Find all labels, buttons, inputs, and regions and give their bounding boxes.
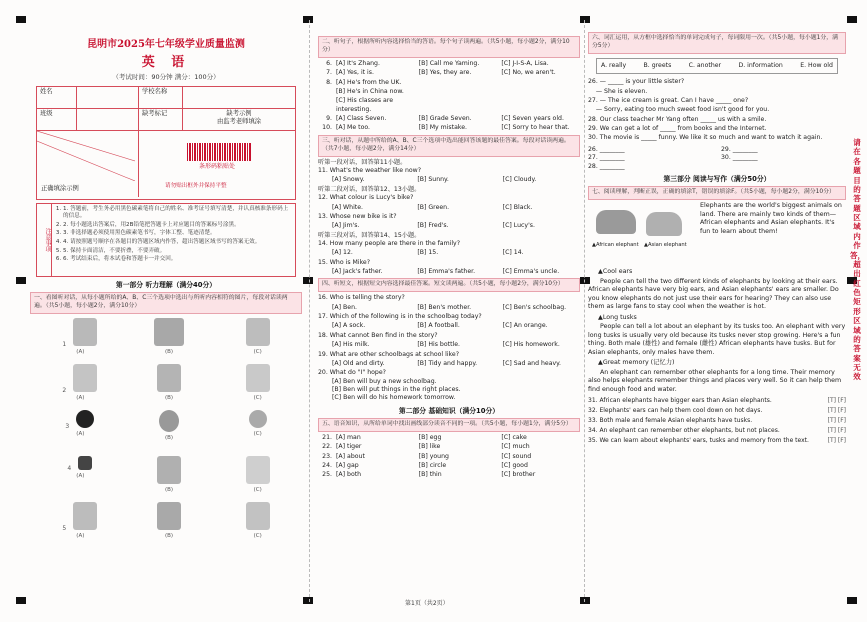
option-b[interactable]: [B] like (418, 443, 441, 451)
picture-option[interactable] (125, 502, 214, 542)
answer-option[interactable]: [C] Black. (502, 203, 533, 211)
question-number: 5 (62, 524, 67, 532)
option-label: (C) (253, 487, 262, 494)
exam-subject: 英 语 (141, 54, 191, 70)
option-b[interactable] (419, 79, 498, 87)
answer-option[interactable]: [B] Emma's father. (417, 268, 476, 276)
option-label: (A) (76, 473, 85, 480)
question-number: 24. (322, 461, 332, 469)
question-number: 25. (322, 471, 332, 479)
alignment-marker (847, 16, 857, 23)
section6-text: 六、词汇运用，从方框中选择恰当的单词完成句子，每词限用一次。（共5小题，每小题1分，满分5分） (592, 35, 839, 49)
tf-row (588, 407, 846, 415)
answer-number: 29. (721, 145, 731, 153)
tf-row (588, 437, 846, 445)
question-text: 19. What are other schoolbags at school like? (318, 350, 460, 358)
class-label: 班级 (37, 109, 77, 131)
note-item: 3. 3. 非选择题必须使用黑色碳素笔书写，字体工整、笔迹清楚。 (63, 230, 291, 238)
answer-option[interactable]: [A] Jim's. (332, 222, 360, 230)
option-row (318, 124, 580, 132)
section7-instructions (588, 186, 846, 200)
option-label: (B) (164, 395, 174, 402)
column-1 (30, 0, 302, 610)
option-b[interactable]: [B] thin (418, 471, 442, 479)
african-elephant-image (596, 210, 636, 234)
tf-statement: 31. African elephants have bigger ears than Asian elephants. (588, 397, 772, 405)
answer-option[interactable]: [C] His homework. (502, 341, 560, 349)
picture-option[interactable] (125, 318, 214, 358)
absent-note-line-1: 缺考示例 (226, 109, 252, 117)
option-c[interactable] (501, 88, 580, 96)
option-a[interactable]: [A] tiger (336, 443, 362, 451)
question-number: 6. (326, 59, 332, 67)
option-a[interactable]: [A] man (336, 433, 361, 441)
question-number: 2 (62, 386, 67, 394)
tf-statement: 34. An elephant can remember other elephants, but not places. (588, 427, 780, 435)
fill-example: 正确填涂示例 (41, 185, 79, 193)
answer-line[interactable]: 26. ________ (588, 145, 625, 153)
answer-option[interactable]: [A] A sock. (332, 322, 366, 330)
answer-number: 30. (721, 154, 731, 162)
answer-option[interactable]: [A] His milk. (332, 341, 370, 349)
absent-mark-label: 缺考标记 (139, 109, 183, 131)
part1-heading: 第一部分 听力理解（满分40分） (115, 280, 217, 289)
option-a[interactable]: [A] He's from the UK. (336, 78, 402, 86)
picture-option[interactable] (213, 318, 302, 358)
tf-row (588, 427, 846, 435)
note-item: 6. 6. 考试结束后，将本试卷和答题卡一并交回。 (63, 256, 291, 264)
picture-option[interactable] (36, 502, 125, 542)
part2-heading: 第二部分 基础知识（满分10分） (398, 406, 500, 415)
name-field[interactable] (77, 87, 139, 109)
tf-statement: 35. We can learn about elephants' ears, tusks and memory from the text. (588, 437, 809, 445)
option-row (318, 304, 580, 312)
question-text: 15. Who is Mike? (318, 258, 371, 266)
option-a[interactable]: [A] gap (336, 461, 359, 469)
option-row (318, 360, 580, 368)
option-b[interactable]: [B] young (418, 452, 449, 460)
alignment-marker (16, 16, 26, 23)
section3-dialogs (318, 159, 580, 277)
option-label: (A) (76, 349, 85, 356)
option-b[interactable]: [B] egg (418, 433, 442, 441)
phonics-row (318, 443, 580, 451)
option-b[interactable]: [B] circle (418, 461, 447, 469)
section1-text: 一、看图听对话，从每小题所给的A、B、C三个选项中选出与所听内容相符的图片，每段对话读两遍。（共5小题，每小题2分，满分10分） (34, 294, 288, 309)
fill-item: 28. Our class teacher Mr Yang often _____ us with a smile. (588, 115, 767, 123)
section4-instructions (318, 278, 580, 292)
answer-number: 28. (588, 162, 598, 170)
section4-questions (318, 294, 580, 368)
question-number: 4 (67, 464, 72, 472)
option-label: (A) (76, 533, 85, 540)
option-a[interactable]: [A] Class Seven. (336, 115, 387, 123)
paragraph: People can tell the two different kinds of elephants by looking at their ears. African elephants have very big ears, and Asian elephants' ears are smaller. Do you know elephants do not just use their ears for hearing? They can also use them as large fans to stay cool when the weather is hot. (588, 277, 839, 311)
option-row (318, 249, 580, 257)
option-c[interactable]: [C] Sorry to hear that. (501, 124, 570, 132)
side-warning: 请在各题目的答题区域内作答，超出红色矩形区域的答案无效 (850, 138, 865, 382)
section2-instructions (318, 36, 580, 58)
question-text: 14. How many people are there in the family? (318, 239, 461, 247)
phonics-row (318, 471, 580, 479)
option-c[interactable]: [C] much (501, 443, 530, 451)
option-a[interactable]: [A] It's Zhang. (336, 59, 380, 67)
part3-heading: 第三部分 阅读与写作（满分50分） (663, 174, 771, 183)
option-row (318, 204, 580, 212)
option-c[interactable]: [C] J-I-S-A, Lisa. (501, 59, 549, 67)
exam-title: 昆明市2025年七年级学业质量监测 (87, 39, 245, 50)
question-number: 21. (322, 433, 332, 441)
option-label: (B) (164, 487, 174, 494)
option-a[interactable]: [A] Yes, it is. (336, 69, 374, 77)
option-row (318, 115, 580, 123)
answer-number: 26. (588, 145, 598, 153)
school-label: 学校名称 (139, 87, 183, 109)
answer-option[interactable]: [A] 12. (332, 249, 353, 257)
paragraph: An elephant can remember other elephants for a long time. Their memory also helps elephants remember things and places very well. So it can help them find enough food and water. (588, 368, 842, 393)
answer-option[interactable]: [C] An orange. (502, 322, 548, 330)
answer-option[interactable]: [C] Emma's uncle. (502, 268, 560, 276)
dialog-label: 听第一段对话，回答第11小题。 (318, 158, 407, 166)
tf-row (588, 417, 846, 425)
option-b[interactable]: [B] Grade Seven. (418, 115, 472, 123)
dialog-label: 听第三段对话，回答第14、15小题。 (318, 231, 421, 239)
q20-option[interactable]: [C] Ben will do his homework tomorrow. (332, 394, 456, 402)
section1-instructions (30, 292, 302, 314)
answer-option[interactable]: [B] 15. (417, 249, 439, 257)
subheading-cool-ears: ▲Cool ears (598, 268, 633, 276)
picture-option[interactable] (213, 502, 302, 542)
fill-in-items (588, 78, 846, 143)
option-label: (C) (253, 533, 262, 540)
reading-passage (588, 268, 846, 394)
fill-item: 30. The movie is _____ funny. We like it so much and want to watch it again. (588, 134, 823, 142)
option-label: (B) (164, 349, 174, 356)
answer-line[interactable]: 27. ________ (588, 154, 625, 162)
section6-instructions (588, 32, 846, 54)
question-number: 23. (322, 452, 332, 460)
section3-instructions (318, 135, 580, 157)
subheading-great-memory: ▲Great memory (记忆力) (598, 359, 675, 367)
tf-choice-box[interactable]: [T] [F] (827, 427, 846, 435)
section4-text: 四、听短文，根据短文内容选择最佳答案。短文读两遍。（共5小题，每小题2分，满分10分） (322, 281, 564, 288)
word-bank (596, 58, 838, 74)
option-row (318, 268, 580, 276)
answer-option[interactable]: [C] 14. (502, 249, 524, 257)
note-item: 1. 1. 答题前，考生务必用黑色碳素笔将自己的姓名、准考证号填写清楚，并认真核准条形码上的信息。 (63, 206, 291, 221)
answer-option[interactable]: [C] Cloudy. (502, 176, 537, 184)
reading-intro (588, 202, 846, 266)
option-row (318, 97, 580, 114)
answer-option[interactable]: [B] Sunny. (417, 176, 449, 184)
answer-option[interactable]: [A] White. (332, 203, 363, 211)
picture-option[interactable] (36, 318, 125, 358)
column-3 (588, 0, 846, 610)
fill-item: — Sorry, eating too much sweet food isn't good for you. (588, 106, 770, 114)
option-b[interactable] (419, 97, 498, 114)
column-2 (318, 0, 580, 610)
picture-option[interactable] (36, 410, 125, 450)
phonics-row (318, 434, 580, 442)
picture-option[interactable] (125, 456, 214, 496)
section2-options (318, 60, 580, 133)
option-label: (C) (253, 395, 262, 402)
answer-option[interactable]: [B] Ben's mother. (417, 303, 472, 311)
option-a[interactable]: [A] about (336, 452, 365, 460)
answer-option[interactable]: [A] Ben. (332, 303, 357, 311)
answer-option[interactable]: [C] Lucy's. (502, 222, 535, 230)
alignment-marker (303, 597, 313, 604)
student-info-form (36, 86, 296, 200)
exam-info: （考试时间：90分钟 满分：100分） (112, 73, 220, 82)
q20-option[interactable]: [B] Ben will put things in the right places. (332, 385, 461, 393)
alignment-marker (303, 277, 313, 284)
option-row (318, 60, 580, 68)
section2-text: 二、听句子，根据所听内容选择恰当的答语。每个句子读两遍。（共5小题，每小题2分，满分10分） (322, 39, 570, 53)
answer-number: 27. (588, 154, 598, 162)
option-c[interactable] (501, 97, 580, 114)
option-row (318, 341, 580, 349)
option-a[interactable]: [B] He's in China now. (336, 88, 404, 96)
option-row (318, 69, 580, 77)
picture-option[interactable] (36, 456, 125, 496)
question-number: 10. (322, 124, 332, 132)
elephant-label: ▲African elephant (592, 242, 639, 249)
name-label: 姓名 (37, 87, 77, 109)
answer-lines (588, 146, 846, 171)
option-c[interactable]: [C] cake (501, 433, 527, 441)
absent-note-line-2: 由监考老师填涂 (216, 118, 262, 126)
fill-item: 27. — The ice cream is great. Can I have _____ one? (588, 97, 749, 105)
question-text: 13. Whose new bike is it? (318, 212, 397, 220)
fill-item: — She is eleven. (588, 87, 648, 95)
option-row (318, 222, 580, 230)
picture-option[interactable] (213, 364, 302, 404)
question-text: 17. Which of the following is in the schoolbag today? (318, 313, 482, 321)
paragraph: People can tell a lot about an elephant by its tusks too. An elephant with very long tusks is usually very old because its tusks never stop growing. Here's a fun thing. Both male (雄性) and female (雌性) African elephants have tusks. But for Asian elephants, only males have them. (588, 323, 846, 356)
phonics-row (318, 462, 580, 470)
option-a[interactable]: [A] both (336, 471, 362, 479)
option-c[interactable]: [C] good (501, 461, 528, 469)
picture-option[interactable] (213, 410, 302, 450)
phonics-row (318, 453, 580, 461)
barcode-label: 条形码粘贴处 (199, 162, 236, 170)
answer-line[interactable]: 28. ________ (588, 162, 625, 170)
picture-option[interactable] (125, 364, 214, 404)
alignment-marker (847, 597, 857, 604)
option-label: (C) (253, 349, 262, 356)
question-text: 18. What cannot Ben find in the story? (318, 331, 438, 339)
tf-row (588, 397, 846, 405)
diagonal-area (37, 131, 139, 197)
alignment-marker (16, 277, 26, 284)
option-label: (A) (76, 431, 85, 438)
option-row (318, 79, 580, 87)
answer-option[interactable]: [B] Tidy and happy. (417, 359, 478, 367)
alignment-marker (303, 16, 313, 23)
option-c[interactable]: [C] sound (501, 452, 532, 460)
word-option: A. really (601, 61, 627, 69)
diagonal-lines (37, 131, 135, 181)
dialog-label: 听第二段对话，回答第12、13小题。 (318, 185, 421, 193)
answer-option[interactable]: [B] Fred's. (417, 222, 449, 230)
tf-choice-box[interactable]: [T] [F] (827, 437, 846, 445)
answer-option[interactable]: [A] Snowy. (332, 176, 365, 184)
exam-notes (36, 203, 296, 277)
class-field[interactable] (77, 109, 139, 131)
question-number: 9. (326, 115, 332, 123)
question-number: 3 (65, 422, 70, 430)
answer-option[interactable]: [A] Jack's father. (332, 268, 383, 276)
question-number: 8. (326, 78, 332, 86)
tf-statement: 33. Both male and female Asian elephants have tusks. (588, 417, 753, 425)
option-row (318, 322, 580, 330)
option-label: (B) (164, 435, 174, 442)
elephant-label: ▲Asian elephant (644, 242, 687, 249)
word-option: D. information (738, 61, 783, 69)
answer-option[interactable]: [B] His bottle. (417, 341, 460, 349)
question-number: 1 (62, 340, 67, 348)
tf-choice-box[interactable]: [T] [F] (827, 417, 846, 425)
question-number (318, 97, 332, 114)
notes-list (37, 204, 295, 264)
q20-option[interactable]: [A] Ben will buy a new schoolbag. (332, 377, 437, 385)
barcode-graphic (187, 143, 251, 161)
picture-options-grid (36, 318, 302, 542)
option-row (318, 88, 580, 96)
option-c[interactable]: [C] brother (501, 471, 536, 479)
answer-option[interactable]: [B] Green. (417, 203, 450, 211)
option-a[interactable]: [C] His classes are interesting. (336, 97, 394, 113)
true-false-items (588, 397, 846, 445)
question-number (318, 88, 332, 96)
note-item: 2. 2. 每小题选出答案后，用2B铅笔把答题卡上对应题目的答案标号涂黑。 (63, 222, 291, 230)
question-text: 11. What's the weather like now? (318, 167, 422, 175)
section5-instructions (318, 418, 580, 432)
phonics-options (318, 434, 580, 480)
note-item: 4. 4. 请按照题号顺序在各题目的答题区域内作答，超出答题区域书写的答案无效。 (63, 239, 291, 247)
notes-side-label: 注意事项 (37, 204, 52, 276)
answer-option[interactable]: [B] A football. (417, 322, 460, 330)
fill-item: 29. We can get a lot of _____ from books and the Internet. (588, 125, 767, 133)
question-text: 12. What colour is Lucy's bike? (318, 194, 414, 202)
alignment-marker (16, 597, 26, 604)
tf-statement: 32. Elephants' ears can help them cool down on hot days. (588, 407, 763, 415)
option-c[interactable]: [C] Seven years old. (501, 115, 564, 123)
section5-text: 五、语音知识，从所给单词中找出画线部分读音不同的一项。（共5小题，每小题1分，满分5分） (322, 420, 572, 427)
subheading-long-tusks: ▲Long tusks (598, 313, 637, 321)
answer-option[interactable]: [A] Old and dirty. (332, 359, 385, 367)
absent-note (183, 109, 295, 131)
intro-text: Elephants are the world's biggest animals on land. There are mainly two kinds of them— African elephants and Asian elephants. It's fun to learn about them! (700, 202, 842, 235)
answer-line[interactable]: 30. ________ (721, 154, 758, 162)
word-option: B. greets (643, 61, 672, 69)
answer-option[interactable]: [C] Sad and heavy. (502, 359, 561, 367)
question-number: 22. (322, 443, 332, 451)
option-label: (A) (76, 395, 85, 402)
tf-choice-box[interactable]: [T] [F] (827, 407, 846, 415)
section3-text: 三、听对话，从题中所给的A、B、C三个选项中选出能回答该题的最佳答案。每段对话读两遍。（共7小题，每小题2分，满分14分） (322, 137, 570, 152)
option-label: (C) (253, 431, 262, 438)
question-number: 7. (326, 69, 332, 77)
word-option: C. another (688, 61, 722, 69)
option-c[interactable]: [C] No, we aren't. (501, 69, 556, 77)
picture-option[interactable] (125, 410, 214, 450)
school-field[interactable] (183, 87, 295, 109)
picture-option[interactable] (36, 364, 125, 404)
barcode-note: 请勿贴出框外并保持平整 (165, 182, 227, 189)
section7-text: 七、阅读理解，判断正误，正确的填涂T，错误的填涂F。（共5小题，每小题2分，满分10分） (592, 189, 835, 196)
answer-line[interactable]: 29. ________ (721, 145, 758, 153)
picture-option[interactable] (213, 456, 302, 496)
option-b[interactable]: [B] Yes, they are. (418, 69, 472, 77)
option-label: (B) (164, 533, 174, 540)
option-b[interactable] (419, 88, 498, 96)
option-a[interactable]: [A] Me too. (336, 124, 370, 132)
question-text: 16. Who is telling the story? (318, 294, 405, 302)
word-option: E. How old (800, 61, 833, 69)
option-row (318, 176, 580, 184)
tf-choice-box[interactable]: [T] [F] (827, 397, 846, 405)
asian-elephant-image (646, 212, 682, 236)
page-footer: 第1页（共2页） (405, 600, 449, 607)
option-c[interactable] (501, 79, 580, 87)
option-b[interactable]: [B] My mistake. (418, 124, 468, 132)
note-item: 5. 5. 保持卡面清洁，不要折叠，不要弄破。 (63, 248, 291, 256)
option-b[interactable]: [B] Call me Yaming. (418, 59, 480, 67)
q20-text: 20. What do "I" hope? (318, 369, 386, 377)
answer-option[interactable]: [C] Ben's schoolbag. (502, 303, 567, 311)
question-20 (318, 369, 580, 402)
fill-item: 26. — _____ is your little sister? (588, 78, 685, 86)
